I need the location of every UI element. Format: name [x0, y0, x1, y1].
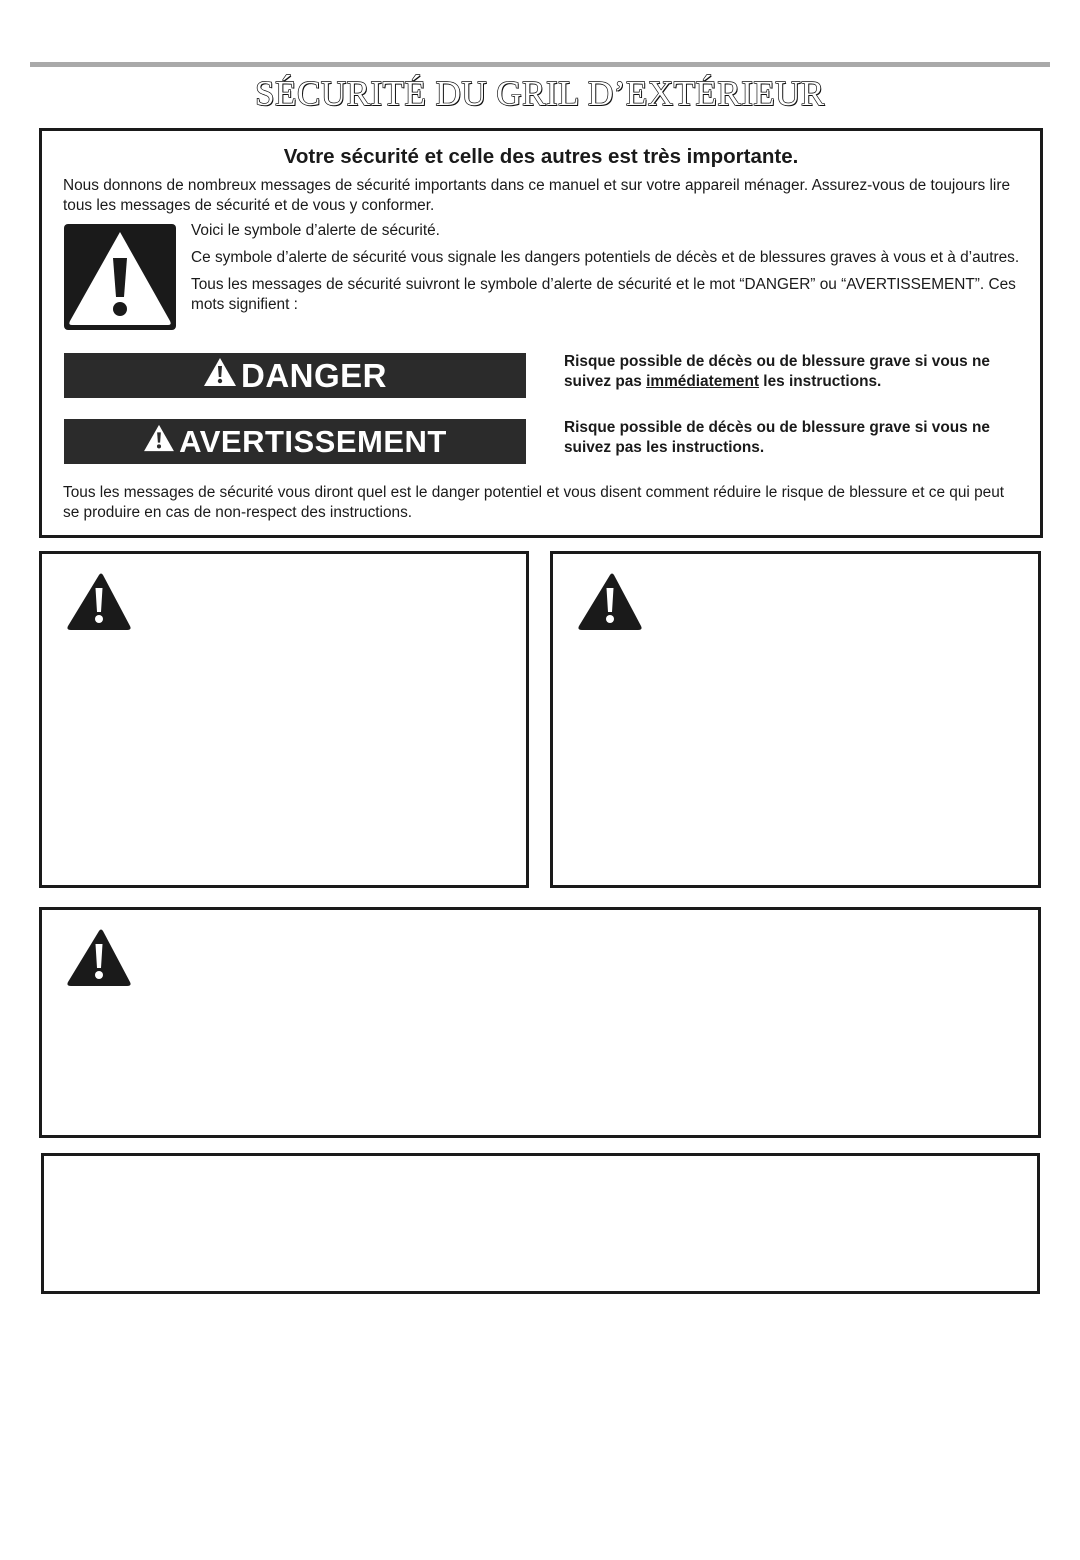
danger-alert-icon — [203, 357, 237, 395]
symbol-line-1: Voici le symbole d’alerte de sécurité. — [191, 222, 440, 239]
danger-desc-text: Risque possible de décès ou de blessure grave si vous ne suivez pas — [564, 353, 990, 390]
symbol-line-3: Tous les messages de sécurité suivront le symbole d’alerte de sécurité et le mot “DANGER” ou “AVERTISSEMENT”. Ces mots signifient : — [191, 276, 1016, 313]
warning-label: AVERTISSEMENT — [179, 423, 447, 459]
warning-box-right — [550, 551, 1041, 888]
safety-closing: Tous les messages de sécurité vous diront quel est le danger potentiel et vous disent comment réduire le risque de blessure et ce qui peut se produire en cas de non-respect des instructions. — [63, 484, 1005, 521]
danger-desc-end: les instructions. — [759, 373, 882, 390]
danger-label: DANGER — [240, 356, 387, 394]
warning-triangle-icon — [66, 572, 132, 637]
top-rule — [30, 62, 1050, 67]
page-title: SÉCURITÉ DU GRIL D’EXTÉRIEUR — [255, 74, 825, 113]
info-box-empty — [41, 1153, 1040, 1294]
symbol-line-2: Ce symbole d’alerte de sécurité vous signale les dangers potentiels de décès et de blessures graves à vous et à d’autres. — [191, 249, 1020, 266]
warning-box-wide — [39, 907, 1041, 1138]
safety-alert-symbol-icon — [64, 224, 176, 330]
danger-signal-bar — [64, 353, 526, 398]
safety-info-box — [39, 128, 1043, 538]
warning-signal-bar — [64, 419, 526, 464]
safety-intro: Nous donnons de nombreux messages de sécurité importants dans ce manuel et sur votre appareil ménager. Assurez-vous de toujours lire tous les messages de sécurité et de vous y conformer. — [63, 177, 1011, 214]
warning-triangle-icon — [66, 928, 132, 993]
danger-desc-emphasis: immédiatement — [646, 373, 760, 390]
warning-box-left — [39, 551, 529, 888]
symbol-explanation — [191, 221, 1021, 322]
danger-description — [564, 352, 1034, 392]
warning-alert-icon — [143, 424, 175, 460]
safety-heading: Votre sécurité et celle des autres est très importante. — [283, 145, 799, 168]
warning-description: Risque possible de décès ou de blessure grave si vous ne suivez pas les instructions. — [564, 419, 990, 456]
warning-triangle-icon — [577, 572, 643, 637]
